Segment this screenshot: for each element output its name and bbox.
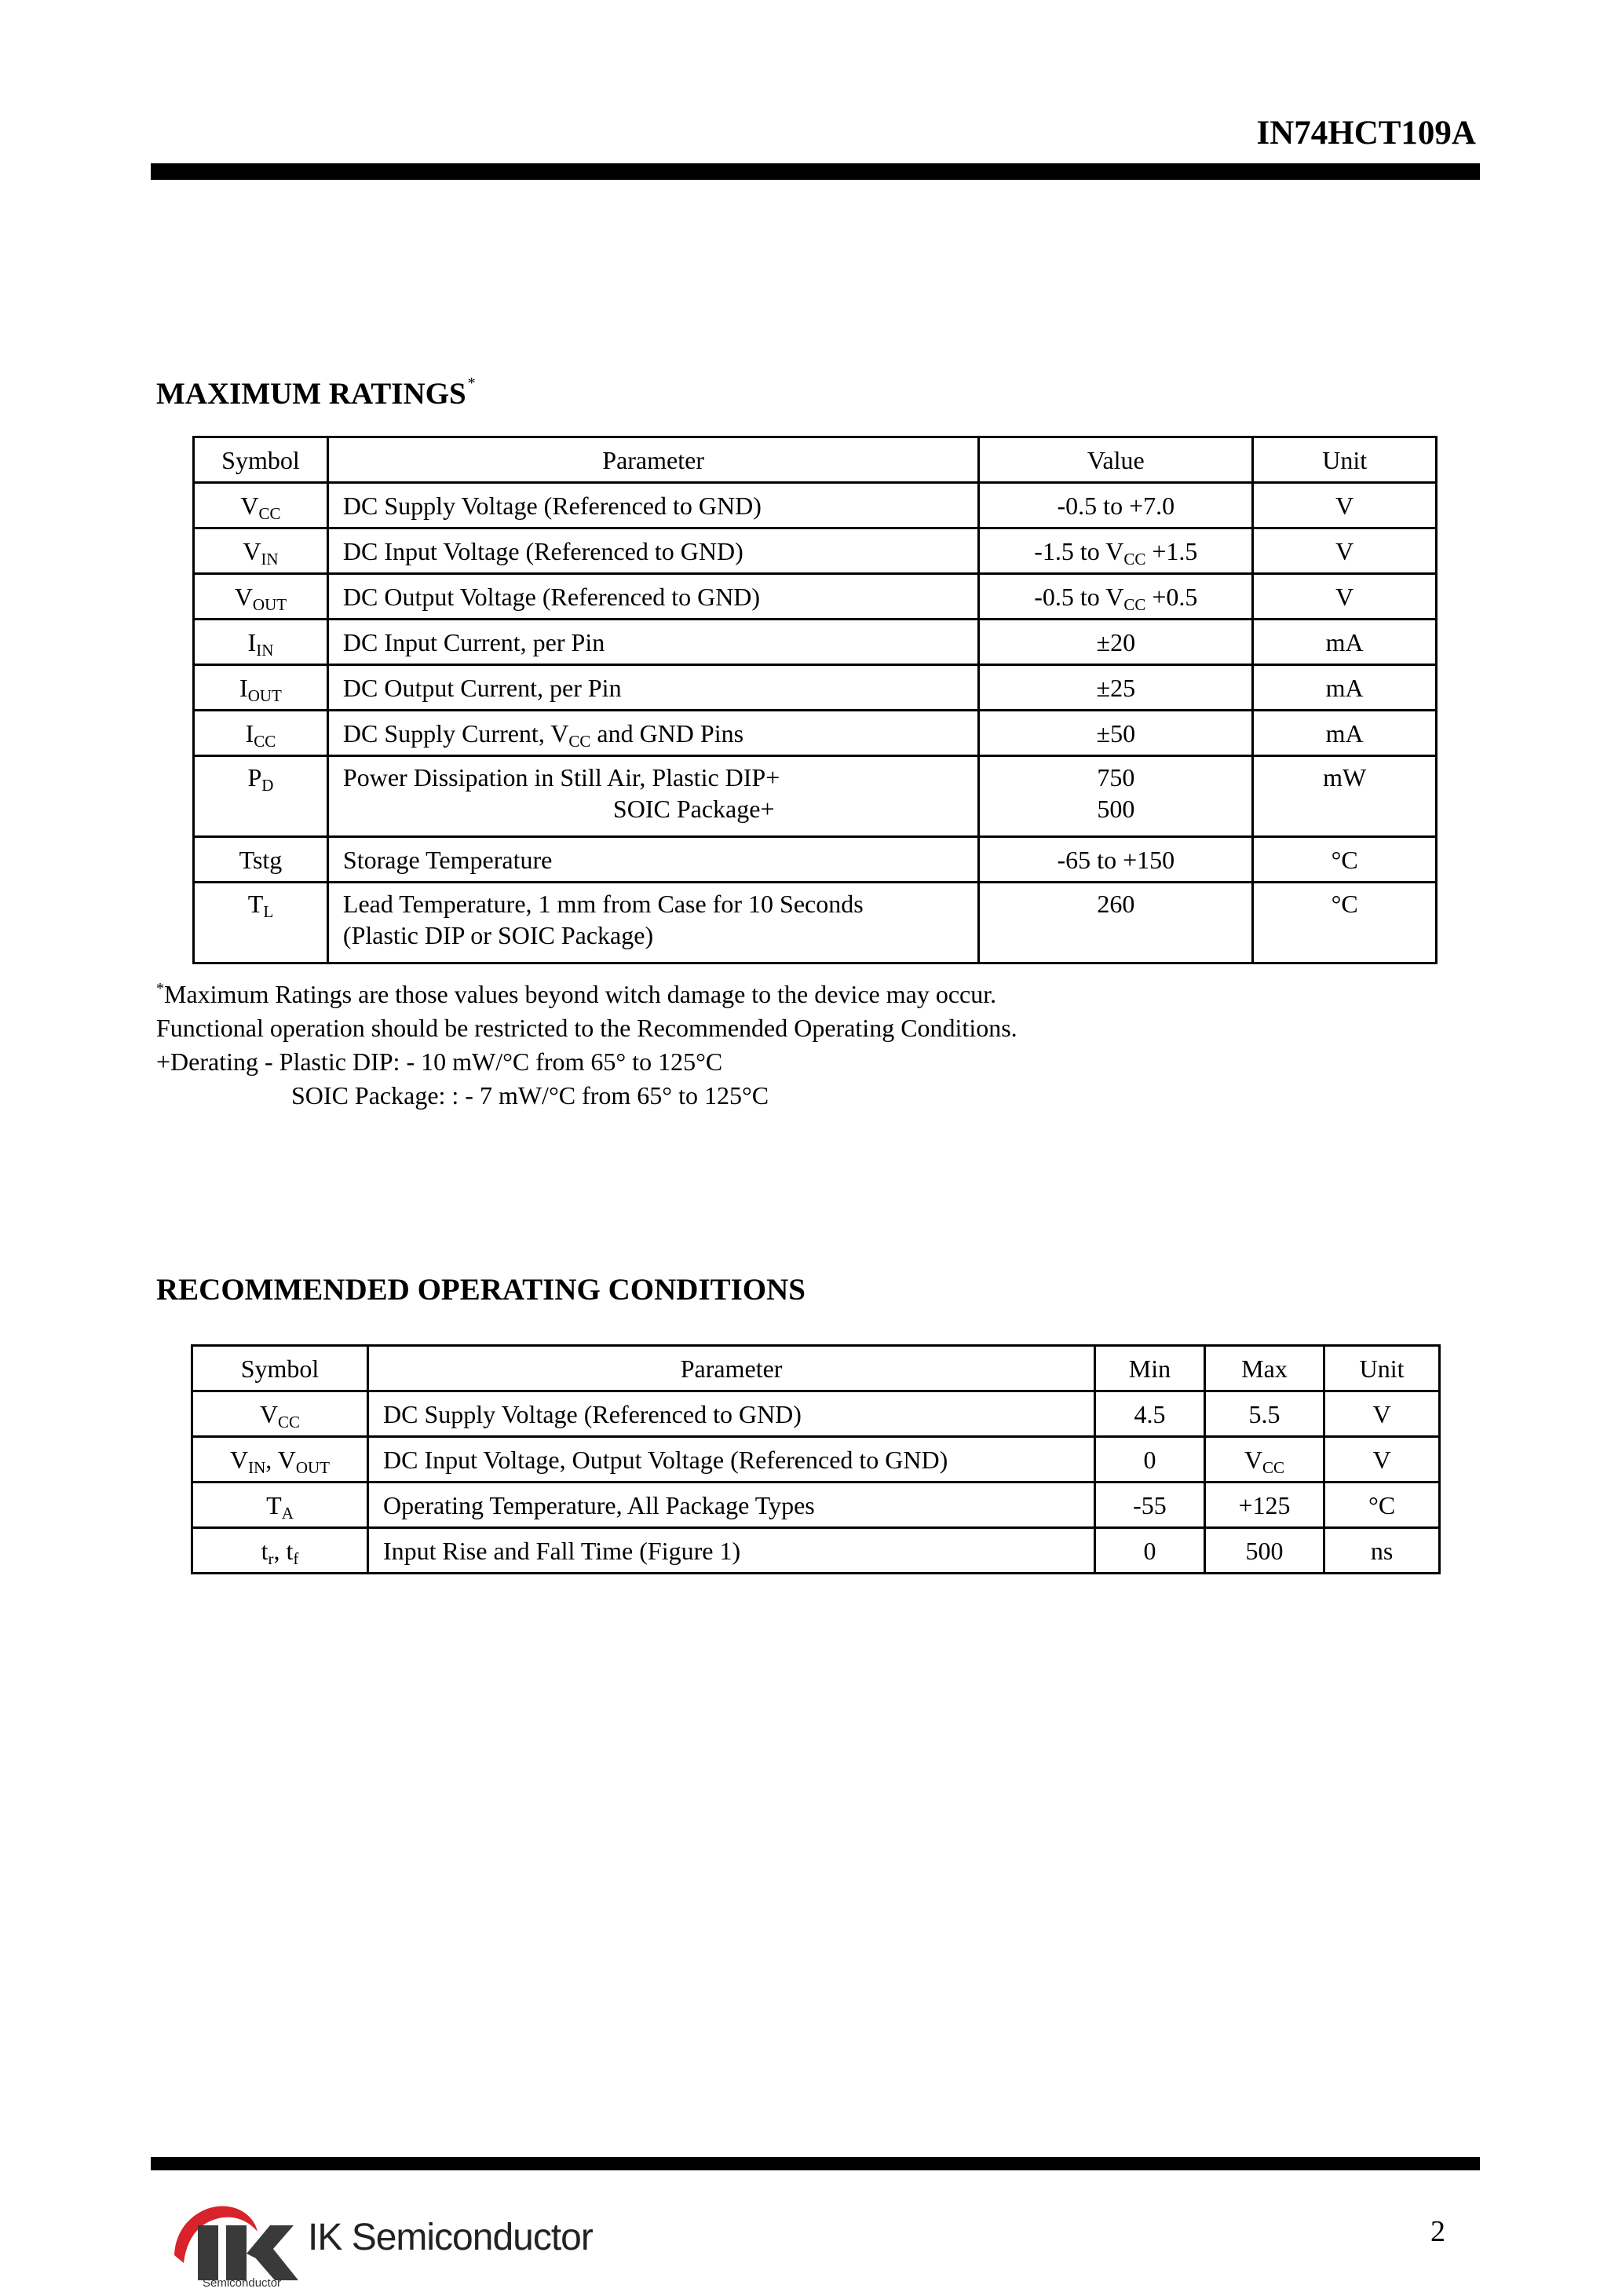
symbol-subscript: OUT bbox=[252, 594, 287, 614]
parameter-line-1: Lead Temperature, 1 mm from Case for 10 Seconds bbox=[342, 890, 864, 918]
table-header-row bbox=[192, 1346, 1440, 1391]
symbol-cell bbox=[192, 1528, 368, 1574]
symbol-text: V bbox=[259, 1399, 279, 1428]
logo-text: IK Semiconductor bbox=[308, 2217, 593, 2258]
symbol-subscript: r bbox=[268, 1548, 274, 1568]
symbol-text: I bbox=[247, 627, 257, 656]
symbol-cell bbox=[194, 620, 328, 665]
unit-cell: mW bbox=[1253, 756, 1437, 837]
value-subscript: CC bbox=[1123, 549, 1146, 569]
parameter-cell: DC Input Current, per Pin bbox=[327, 620, 978, 665]
symbol-subscript: CC bbox=[254, 731, 276, 751]
symbol-text: I bbox=[239, 673, 248, 702]
note-mark: * bbox=[156, 980, 164, 997]
parameter-cell bbox=[327, 883, 978, 963]
table-row bbox=[192, 1483, 1440, 1528]
symbol-subscript: IN bbox=[261, 549, 279, 569]
max-cell: 500 bbox=[1204, 1528, 1324, 1574]
max-subscript: CC bbox=[1262, 1457, 1285, 1477]
symbol-text: T bbox=[266, 1490, 282, 1519]
min-cell: -55 bbox=[1095, 1483, 1205, 1528]
header-unit: Unit bbox=[1324, 1346, 1440, 1391]
logo-subtext: Semiconductor bbox=[203, 2276, 282, 2290]
parameter-cell bbox=[327, 756, 978, 837]
parameter-cell bbox=[327, 711, 978, 756]
parameter-subscript: CC bbox=[568, 731, 591, 751]
symbol-subscript-2: OUT bbox=[295, 1457, 330, 1477]
footer-rule bbox=[151, 2157, 1480, 2170]
parameter-line-1: Power Dissipation in Still Air, Plastic DIP+ bbox=[342, 763, 780, 792]
symbol-cell bbox=[194, 483, 328, 528]
value-cell: -0.5 to +7.0 bbox=[979, 483, 1253, 528]
symbol-text: T bbox=[247, 890, 264, 918]
symbol-cell: Tstg bbox=[194, 837, 328, 883]
symbol-text: V bbox=[240, 491, 259, 520]
table-header-row bbox=[194, 437, 1437, 483]
table-row bbox=[194, 574, 1437, 620]
unit-cell: ns bbox=[1324, 1528, 1440, 1574]
table-row bbox=[192, 1528, 1440, 1574]
value-cell: ±20 bbox=[979, 620, 1253, 665]
symbol-subscript: A bbox=[281, 1503, 294, 1523]
header-parameter: Parameter bbox=[327, 437, 978, 483]
symbol-cell bbox=[194, 528, 328, 574]
symbol-text-2: V bbox=[277, 1445, 296, 1474]
table-row bbox=[194, 837, 1437, 883]
parameter-cell: DC Input Voltage (Referenced to GND) bbox=[327, 528, 978, 574]
value-cell bbox=[979, 574, 1253, 620]
min-cell: 0 bbox=[1095, 1528, 1205, 1574]
symbol-text-2: t bbox=[286, 1536, 294, 1565]
table-row bbox=[194, 528, 1437, 574]
parameter-text-tail: and GND Pins bbox=[590, 718, 744, 748]
value-text-tail: +0.5 bbox=[1145, 582, 1198, 611]
max-cell: 5.5 bbox=[1204, 1391, 1324, 1437]
symbol-cell bbox=[194, 756, 328, 837]
table-row bbox=[192, 1391, 1440, 1437]
symbol-cell bbox=[192, 1391, 368, 1437]
parameter-line-2: (Plastic DIP or SOIC Package) bbox=[342, 921, 654, 949]
symbol-subscript: CC bbox=[258, 503, 281, 523]
table-row bbox=[194, 756, 1437, 837]
min-cell: 0 bbox=[1095, 1437, 1205, 1483]
value-text: -1.5 to V bbox=[1034, 536, 1124, 565]
table-row bbox=[194, 665, 1437, 711]
parameter-cell: Input Rise and Fall Time (Figure 1) bbox=[368, 1528, 1095, 1574]
symbol-cell bbox=[194, 883, 328, 963]
symbol-subscript: IN bbox=[256, 640, 274, 660]
note-line-2: Functional operation should be restricted to the Recommended Operating Conditions. bbox=[156, 1014, 1017, 1042]
symbol-cell bbox=[194, 711, 328, 756]
symbol-subscript: D bbox=[261, 776, 274, 795]
max-ratings-table bbox=[192, 436, 1438, 964]
value-cell: -65 to +150 bbox=[979, 837, 1253, 883]
parameter-text: DC Supply Current, V bbox=[342, 718, 569, 748]
parameter-line-2: SOIC Package+ bbox=[612, 795, 775, 823]
note-text: Maximum Ratings are those values beyond witch damage to the device may occur. bbox=[164, 980, 997, 1008]
unit-cell: V bbox=[1324, 1391, 1440, 1437]
parameter-cell: DC Supply Voltage (Referenced to GND) bbox=[368, 1391, 1095, 1437]
unit-cell: V bbox=[1253, 483, 1437, 528]
unit-cell: mA bbox=[1253, 665, 1437, 711]
symbol-text: t bbox=[261, 1536, 269, 1565]
logo-k-stem bbox=[226, 2225, 247, 2280]
header-max: Max bbox=[1204, 1346, 1324, 1391]
symbol-separator: , bbox=[273, 1536, 287, 1565]
parameter-cell: DC Supply Voltage (Referenced to GND) bbox=[327, 483, 978, 528]
ratings-notes bbox=[156, 978, 1017, 1113]
unit-cell: °C bbox=[1253, 837, 1437, 883]
page-number: 2 bbox=[1430, 2215, 1445, 2248]
symbol-text: P bbox=[247, 763, 262, 792]
value-cell bbox=[979, 528, 1253, 574]
note-line-4: SOIC Package: : - 7 mW/°C from 65° to 125°C bbox=[291, 1081, 769, 1110]
symbol-text: V bbox=[234, 582, 253, 611]
max-text: V bbox=[1244, 1445, 1263, 1474]
symbol-text: I bbox=[245, 718, 254, 748]
table-row bbox=[194, 620, 1437, 665]
value-text-tail: +1.5 bbox=[1145, 536, 1198, 565]
symbol-cell bbox=[194, 574, 328, 620]
logo-i-stroke bbox=[198, 2225, 218, 2280]
header-min: Min bbox=[1095, 1346, 1205, 1391]
symbol-subscript: L bbox=[263, 902, 274, 921]
header-rule bbox=[151, 163, 1480, 180]
unit-cell: °C bbox=[1253, 883, 1437, 963]
table-row bbox=[192, 1437, 1440, 1483]
value-line-2: 500 bbox=[1097, 795, 1135, 823]
value-line-1: 750 bbox=[1097, 763, 1135, 792]
max-cell bbox=[1204, 1437, 1324, 1483]
header-parameter: Parameter bbox=[368, 1346, 1095, 1391]
header-symbol: Symbol bbox=[192, 1346, 368, 1391]
recommended-title: RECOMMENDED OPERATING CONDITIONS bbox=[156, 1273, 806, 1307]
header-unit: Unit bbox=[1253, 437, 1437, 483]
max-ratings-title-mark: * bbox=[467, 375, 476, 392]
unit-cell: V bbox=[1253, 574, 1437, 620]
parameter-cell: DC Output Current, per Pin bbox=[327, 665, 978, 711]
value-cell: ±50 bbox=[979, 711, 1253, 756]
symbol-cell bbox=[194, 665, 328, 711]
symbol-cell bbox=[192, 1483, 368, 1528]
unit-cell: °C bbox=[1324, 1483, 1440, 1528]
table-row bbox=[194, 883, 1437, 963]
table-row bbox=[194, 483, 1437, 528]
unit-cell: V bbox=[1253, 528, 1437, 574]
value-text: -0.5 to V bbox=[1034, 582, 1124, 611]
recommended-table bbox=[191, 1344, 1441, 1574]
value-subscript: CC bbox=[1123, 594, 1146, 614]
parameter-cell: Storage Temperature bbox=[327, 837, 978, 883]
value-cell: 260 bbox=[979, 883, 1253, 963]
symbol-subscript: CC bbox=[278, 1412, 301, 1431]
header-value: Value bbox=[979, 437, 1253, 483]
parameter-cell: DC Output Voltage (Referenced to GND) bbox=[327, 574, 978, 620]
unit-cell: V bbox=[1324, 1437, 1440, 1483]
max-ratings-title-text: MAXIMUM RATINGS bbox=[156, 377, 466, 411]
symbol-text: V bbox=[243, 536, 261, 565]
parameter-cell: Operating Temperature, All Package Types bbox=[368, 1483, 1095, 1528]
symbol-subscript: IN bbox=[248, 1457, 266, 1477]
symbol-subscript-2: f bbox=[293, 1548, 299, 1568]
value-cell: ±25 bbox=[979, 665, 1253, 711]
min-cell: 4.5 bbox=[1095, 1391, 1205, 1437]
part-number: IN74HCT109A bbox=[1256, 115, 1476, 152]
table-row bbox=[194, 711, 1437, 756]
unit-cell: mA bbox=[1253, 620, 1437, 665]
max-ratings-title bbox=[156, 375, 476, 409]
unit-cell: mA bbox=[1253, 711, 1437, 756]
parameter-cell: DC Input Voltage, Output Voltage (Referenced to GND) bbox=[368, 1437, 1095, 1483]
symbol-separator: , bbox=[265, 1445, 278, 1474]
symbol-text: V bbox=[230, 1445, 249, 1474]
note-line-3: +Derating - Plastic DIP: - 10 mW/°C from 65° to 125°C bbox=[156, 1047, 723, 1076]
note-line-1 bbox=[156, 978, 1017, 1011]
symbol-subscript: OUT bbox=[247, 686, 282, 705]
header-symbol: Symbol bbox=[194, 437, 328, 483]
max-cell: +125 bbox=[1204, 1483, 1324, 1528]
symbol-cell bbox=[192, 1437, 368, 1483]
value-cell bbox=[979, 756, 1253, 837]
